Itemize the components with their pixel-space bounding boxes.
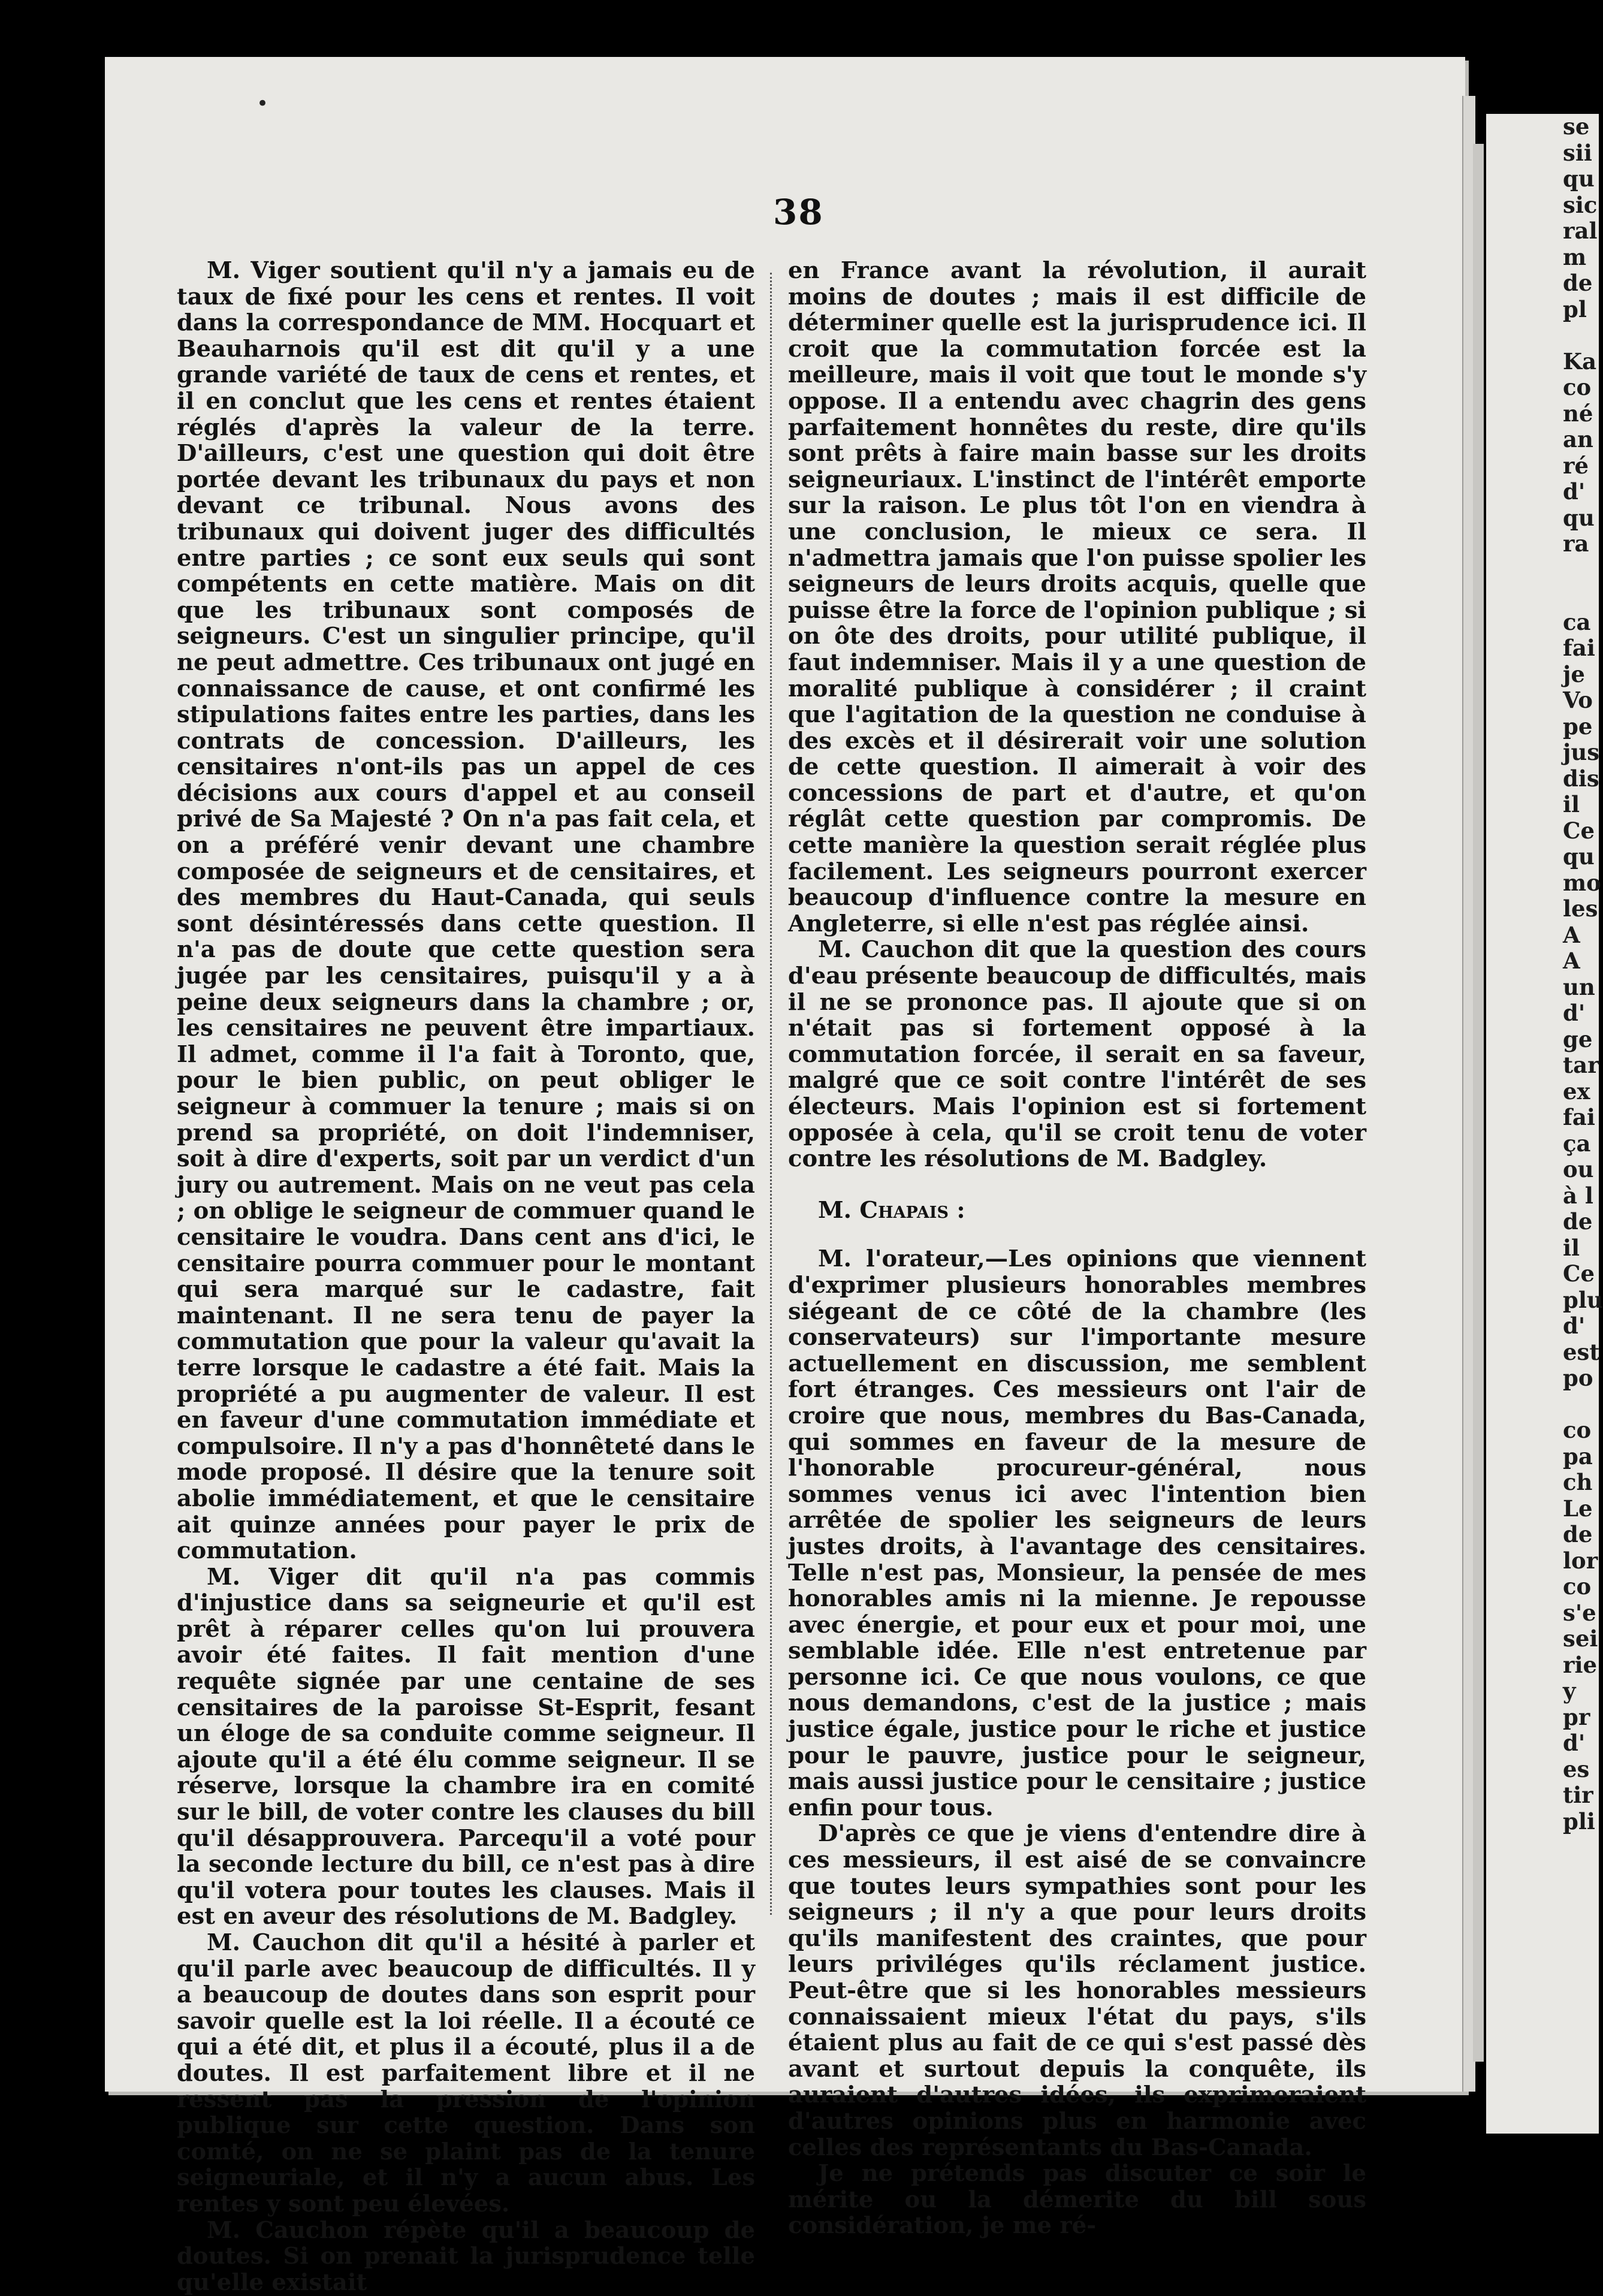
adjacent-page-line: ral — [1563, 218, 1598, 244]
adjacent-page-line: sei — [1563, 1625, 1598, 1652]
adjacent-page-line: ré — [1563, 452, 1589, 479]
adjacent-page-line — [1486, 583, 1599, 610]
adjacent-page-line: ra — [1563, 530, 1589, 557]
adjacent-page-line: A — [1563, 921, 1580, 948]
adjacent-page-line: s'e — [1563, 1599, 1596, 1626]
adjacent-page-line: ça — [1563, 1130, 1591, 1157]
adjacent-page-line: d' — [1563, 478, 1586, 505]
speaker-heading: M. Chapais : — [818, 1196, 965, 1224]
paragraph-chapais-2: D'après ce que je viens d'entendre dire à ces messieurs, il est aisé de se convaincre que toutes leurs sympathies sont pour les seigneurs ; il n'y a que pour leurs droits qu'ils manifestent des craintes, que pour leurs priviléges qu'ils réclament justice. Peut-être que si les honorables messieurs connaissaient mieux l'état du pays, s'ils étaient plus au fait de ce qui s'est passé dès avant et surtout depuis la conquête, ils auraient d'autres idées, ils exprimeraient d'autres opinions plus en harmonie avec celles des représentants du Bas-Canada. — [788, 1820, 1366, 2161]
adjacent-page-line: il — [1563, 791, 1580, 817]
adjacent-page-line: fai — [1563, 1104, 1595, 1130]
adjacent-page-line: ge — [1563, 1025, 1593, 1052]
adjacent-page-line: d' — [1563, 1000, 1586, 1026]
adjacent-page-line: lor — [1563, 1547, 1598, 1574]
adjacent-page-line: né — [1563, 400, 1593, 427]
adjacent-page-line: un — [1563, 973, 1595, 1000]
adjacent-page-line: pr — [1563, 1703, 1590, 1730]
adjacent-page-line: je — [1563, 660, 1585, 687]
adjacent-page-line: pli — [1563, 1808, 1595, 1835]
adjacent-page-line: qu — [1563, 504, 1595, 531]
adjacent-page-line: pl — [1563, 295, 1587, 322]
adjacent-page-line: d' — [1563, 1313, 1586, 1339]
right-column — [788, 258, 1366, 2239]
adjacent-page-line: m — [1563, 243, 1587, 270]
adjacent-page-line: ou — [1563, 1156, 1594, 1182]
adjacent-page-line: dis — [1563, 765, 1599, 792]
adjacent-page-line: qu — [1563, 165, 1595, 192]
adjacent-page-line: tir — [1563, 1782, 1593, 1808]
paragraph-viger-1: M. Viger soutient qu'il n'y a jamais eu de taux de fixé pour les cens et rentes. Il voit dans la correspondance de MM. Hocquart et Beauharnois qu'il est dit qu'il y a une grande variété de taux de cens et rentes, et il en conclut que les cens et rentes étaient réglés d'après la valeur de la terre. D'ailleurs, c'est une question qui doit être portée devant les tribunaux du pays et non devant ce tribunal. Nous avons des tribunaux qui doivent juger des difficultés entre parties ; ce sont eux seuls qui sont compétents en cette matière. Mais on dit que les tribunaux sont composés de seigneurs. C'est un singulier principe, qu'il ne peut admettre. Ces tribunaux ont jugé en connaissance de cause, et ont confirmé les stipulations faites entre les parties, dans les contrats de concession. D'ailleurs, les censitaires n'ont-ils pas un appel de ces décisions aux cours d'appel et au conseil privé de Sa Majesté ? On n'a pas fait cela, et on a préféré venir devant une chambre composée de seigneurs et de censitaires, et des membres du Haut-Canada, qui seuls sont désintéressés dans cette question. Il n'a pas de doute que cette question sera jugée par les censitaires, puisqu'il y a à peine deux seigneurs dans la chambre ; or, les censitaires ne peuvent être impartiaux. Il admet, comme il l'a fait à Toronto, que, pour le bien public, on peut obliger le seigneur à commuer la tenure ; mais si on prend sa propriété, on doit l'indemniser, soit à dire d'experts, soit par un verdict d'un jury ou autrement. Mais on ne veut pas cela ; on oblige le seigneur de commuer quand le censitaire le voudra. Dans cent ans d'ici, le censitaire pourra commuer pour le montant qui sera marqué sur le cadastre, fait maintenant. Il ne sera tenu de payer la commutation que pour la valeur qu'avait la terre lorsque le cadastre a été fait. Mais la propriété a pu augmenter de valeur. Il est en faveur d'une commutation immédiate et compulsoire. Il n'y a pas d'honnêteté dans le mode proposé. Il désire que la tenure soit abolie immédiatement, et que le censitaire ait quinze années pour payer le prix de commutation. — [177, 257, 755, 1565]
adjacent-page-line: qu — [1563, 843, 1595, 870]
page-number: 38 — [773, 192, 824, 233]
adjacent-page-line: plu — [1563, 1286, 1603, 1313]
adjacent-page-line: il — [1563, 1234, 1580, 1261]
adjacent-page-line: ex — [1563, 1078, 1590, 1105]
page-edge-shadow — [1473, 144, 1484, 2062]
adjacent-page-line: Vo — [1563, 687, 1593, 713]
adjacent-page-line: Ce — [1563, 817, 1595, 844]
adjacent-page-line: Ce — [1563, 1260, 1595, 1287]
adjacent-page-line: d' — [1563, 1730, 1586, 1756]
paragraph-cauchon-1: M. Cauchon dit qu'il a hésité à parler et qu'il parle avec beaucoup de difficultés. Il y a beaucoup de doutes dans son esprit pour savoir quelle est la loi réelle. Il a écouté ce qui a été dit, et plus il a écouté, plus il a de doutes. Il est parfaitement libre et il ne ressent pas la pression de l'opinion publique sur cette question. Dans son comté, on ne se plaint pas de la tenure seigneuriale, et il n'y a aucun abus. Les rentes y sont peu élevées. — [177, 1929, 755, 2217]
adjacent-page-line: tar — [1563, 1052, 1599, 1078]
adjacent-page-line: les — [1563, 895, 1598, 922]
adjacent-page-line: es — [1563, 1755, 1590, 1782]
adjacent-page-line — [1486, 1392, 1599, 1418]
paragraph-cauchon-2: M. Cauchon répète qu'il a beaucoup de doutes. Si on prenait la jurisprudence telle qu'elle existait — [177, 2216, 755, 2296]
adjacent-page-line: sii — [1563, 139, 1592, 166]
adjacent-page-line: pa — [1563, 1443, 1593, 1470]
paragraph-cauchon-cont: en France avant la révolution, il aurait moins de doutes ; mais il est difficile de déterminer quelle est la jurisprudence ici. Il croit que la commutation forcée est la meilleure, mais il voit que tout le monde s'y oppose. Il a entendu avec chagrin des gens parfaitement honnêtes du reste, dire qu'ils sont prêts à faire main basse sur les droits seigneuriaux. L'instinct de l'intérêt emporte sur la raison. Le plus tôt l'on en viendra à une conclusion, le mieux ce sera. Il n'admettra jamais que l'on puisse spolier les seigneurs de leurs droits acquis, quelle que puisse être la force de l'opinion publique ; si on ôte des droits, pour utilité publique, il faut indemniser. Mais il y a une question de moralité publique à considérer ; il craint que l'agitation de la question ne conduise à des excès et il désirerait voir une solution de cette question. Il aimerait à voir des concessions de part et d'autre, et qu'on réglât cette question par compromis. De cette manière la question serait réglée plus facilement. Les seigneurs pourront exercer beaucoup d'influence contre la mesure en Angleterre, si elle n'est pas réglée ainsi. — [788, 257, 1366, 937]
left-column — [177, 258, 755, 2295]
adjacent-page-line: mo — [1563, 869, 1601, 896]
adjacent-page-line: sic — [1563, 191, 1598, 218]
adjacent-page-line: po — [1563, 1365, 1593, 1391]
adjacent-page-fragment — [1486, 113, 1603, 2134]
adjacent-page-line: à l — [1563, 1182, 1593, 1209]
paragraph-viger-2: M. Viger dit qu'il n'a pas commis d'injustice dans sa seigneurie et qu'il est prêt à réparer celles qu'on lui prouvera avoir été faites. Il fait mention d'une requête signée par une centaine de ses censitaires de la paroisse St-Esprit, fesant un éloge de sa conduite comme seigneur. Il ajoute qu'il a été élu comme seigneur. Il se réserve, lorsque la chambre ira en comité sur le bill, de voter contre les clauses du bill qu'il désapprouvera. Parcequ'il a voté pour la seconde lecture du bill, ce n'est pas à dire qu'il votera pour toutes les clauses. Mais il est en aveur des résolutions de M. Badgley. — [177, 1563, 755, 1930]
adjacent-page-line: A — [1563, 948, 1580, 974]
adjacent-page-line: rie — [1563, 1651, 1598, 1678]
adjacent-page-line: co — [1563, 1573, 1592, 1600]
adjacent-page-line: co — [1563, 1417, 1592, 1443]
adjacent-page-line — [1486, 322, 1599, 349]
adjacent-page-line: co — [1563, 374, 1592, 400]
adjacent-page-line: est — [1563, 1338, 1600, 1365]
adjacent-page-line: Ka — [1563, 348, 1597, 375]
adjacent-page-line: ch — [1563, 1469, 1593, 1495]
adjacent-page-line: de — [1563, 1521, 1593, 1547]
adjacent-page-line: se — [1563, 113, 1590, 140]
paragraph-cauchon-3: M. Cauchon dit que la question des cours d'eau présente beaucoup de difficultés, mais il ne se prononce pas. Il ajoute que si on n'était pas si fortement opposé à la commutation forcée, il serait en sa faveur, malgré que ce soit contre l'intérêt de ses électeurs. Mais l'opinion est si fortement opposée à cela, qu'il se croit tenu de voter contre les résolutions de M. Badgley. — [788, 936, 1366, 1173]
margin-mark: • — [256, 92, 269, 116]
adjacent-page-line: pe — [1563, 713, 1593, 740]
adjacent-page-line: ca — [1563, 608, 1591, 635]
adjacent-page-line: fai — [1563, 635, 1595, 661]
paragraph-chapais-3: Je ne prétends pas discuter ce soir le mérite ou la démerite du bill sous considération, je me ré- — [788, 2160, 1366, 2240]
column-divider — [770, 273, 772, 1915]
adjacent-page-line: de — [1563, 1208, 1593, 1235]
adjacent-page-line — [1486, 557, 1599, 584]
adjacent-page-line: an — [1563, 426, 1593, 452]
adjacent-page-line: jus — [1563, 739, 1600, 765]
adjacent-page-line: Le — [1563, 1495, 1593, 1522]
paragraph-chapais-1: M. l'orateur,—Les opinions que viennent d'exprimer plusieurs honorables membres siégeant de ce côté de la chambre (les conservateurs) sur l'importante mesure actuellement en discussion, me semblent fort étranges. Ces messieurs ont l'air de croire que nous, membres du Bas-Canada, qui sommes en faveur de la mesure de l'honorable procureur-général, nous sommes venus ici avec l'intention bien arrêtée de spolier les seigneurs de leurs justes droits, à l'avantage des censitaires. Telle n'est pas, Monsieur, la pensée de mes honorables amis ni la mienne. Je repousse avec énergie, et pour eux et pour moi, une semblable idée. Elle n'est entretenue par personne ici. Ce que nous voulons, ce que nous demandons, c'est de la justice ; mais justice égale, justice pour le riche et justice pour le pauvre, justice pour le seigneur, mais aussi justice pour le censitaire ; justice enfin pour tous. — [788, 1245, 1366, 1821]
adjacent-page-line: y — [1563, 1678, 1576, 1704]
adjacent-page-line: de — [1563, 270, 1593, 296]
